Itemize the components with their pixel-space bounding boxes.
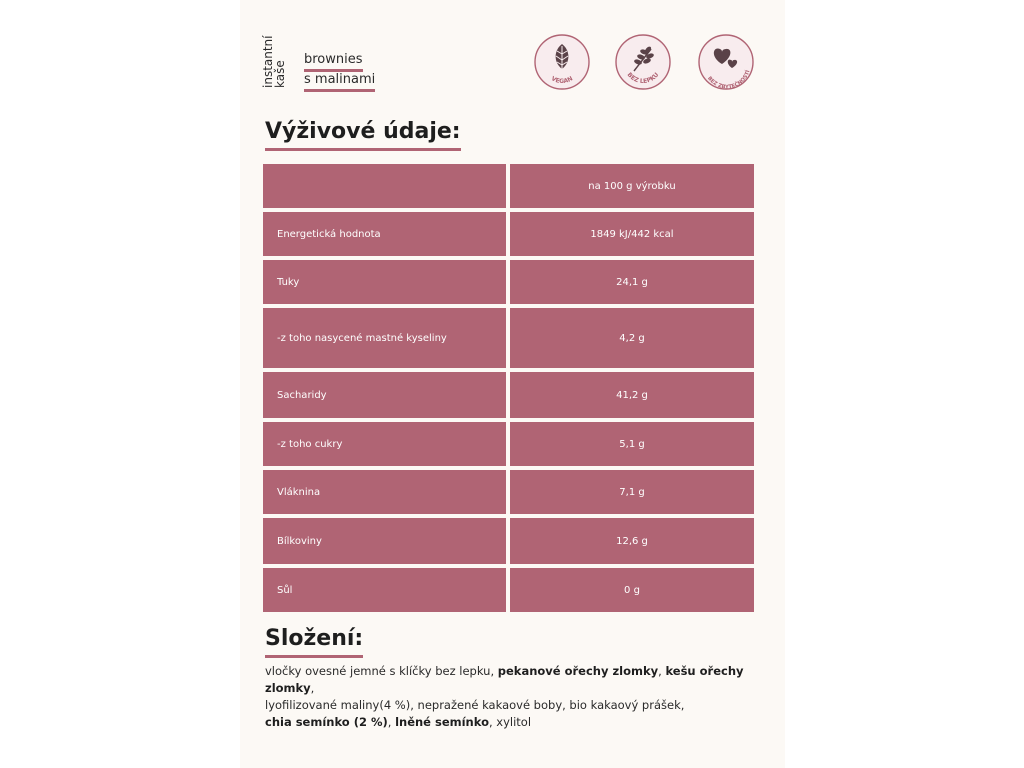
row-label: Sacharidy [263,372,506,418]
table-row [263,308,754,368]
row-value: 24,1 g [510,260,754,304]
row-value: 0 g [510,568,754,612]
no-additives-badge-graphic [697,33,755,91]
row-label: Tuky [263,260,506,304]
gluten-free-badge-label: BEZ LEPKU [625,71,661,86]
table-row [263,260,754,304]
gluten-free-badge [614,33,672,91]
product-line-2: s malinami [304,72,375,92]
row-label: Energetická hodnota [263,212,506,256]
ingredient-text: , [387,715,396,729]
no-additives-badge [697,33,755,91]
product-name [304,52,375,92]
composition-text [265,663,765,731]
ingredient-text: lyofilizované maliny(4 %), nepražené kakaové boby, bio kakaový prášek, [265,698,685,712]
table-row [263,470,754,514]
row-value: 7,1 g [510,470,754,514]
gluten-free-badge-graphic [614,33,672,91]
vegan-badge-label: VEGAN [549,75,575,86]
ingredient-text: vločky ovesné jemné s klíčky bez lepku, [265,664,498,678]
ingredient-text: , xylitol [488,715,532,729]
ingredient-highlight: pekanové ořechy zlomky [497,664,659,678]
ingredient-highlight: kešu ořechy zlomky [265,664,744,695]
row-value: 12,6 g [510,518,754,564]
no-additives-badge-label: BEZ ZBYTEČNOSTÍ [706,69,752,91]
table-row [263,568,754,612]
row-value: 5,1 g [510,422,754,466]
row-label: Bílkoviny [263,518,506,564]
vegan-badge [533,33,591,91]
nutrition-title: Výživové údaje: [265,119,461,151]
table-row [263,212,754,256]
table-header-row [263,164,754,208]
row-value: 1849 kJ/442 kcal [510,212,754,256]
row-value: 4,2 g [510,308,754,368]
row-label: Sůl [263,568,506,612]
category-line-2: kaše [273,60,287,88]
table-header-label [263,164,506,208]
ingredient-highlight: chia semínko (2 %) [265,715,388,729]
row-value: 41,2 g [510,372,754,418]
composition-title: Složení: [265,626,363,658]
table-row [263,422,754,466]
category-line-1: instantní [261,35,275,88]
row-label: -z toho cukry [263,422,506,466]
row-label: -z toho nasycené mastné kyseliny [263,308,506,368]
table-row [263,518,754,564]
nutrition-sheet [240,0,785,768]
table-header-value: na 100 g výrobku [510,164,754,208]
product-line-1: brownies [304,52,363,72]
table-row [263,372,754,418]
vegan-badge-graphic [533,33,591,91]
category-label [260,26,300,88]
ingredient-text: , [310,681,315,695]
ingredient-highlight: lněné semínko [395,715,489,729]
row-label: Vláknina [263,470,506,514]
ingredient-text: , [658,664,666,678]
